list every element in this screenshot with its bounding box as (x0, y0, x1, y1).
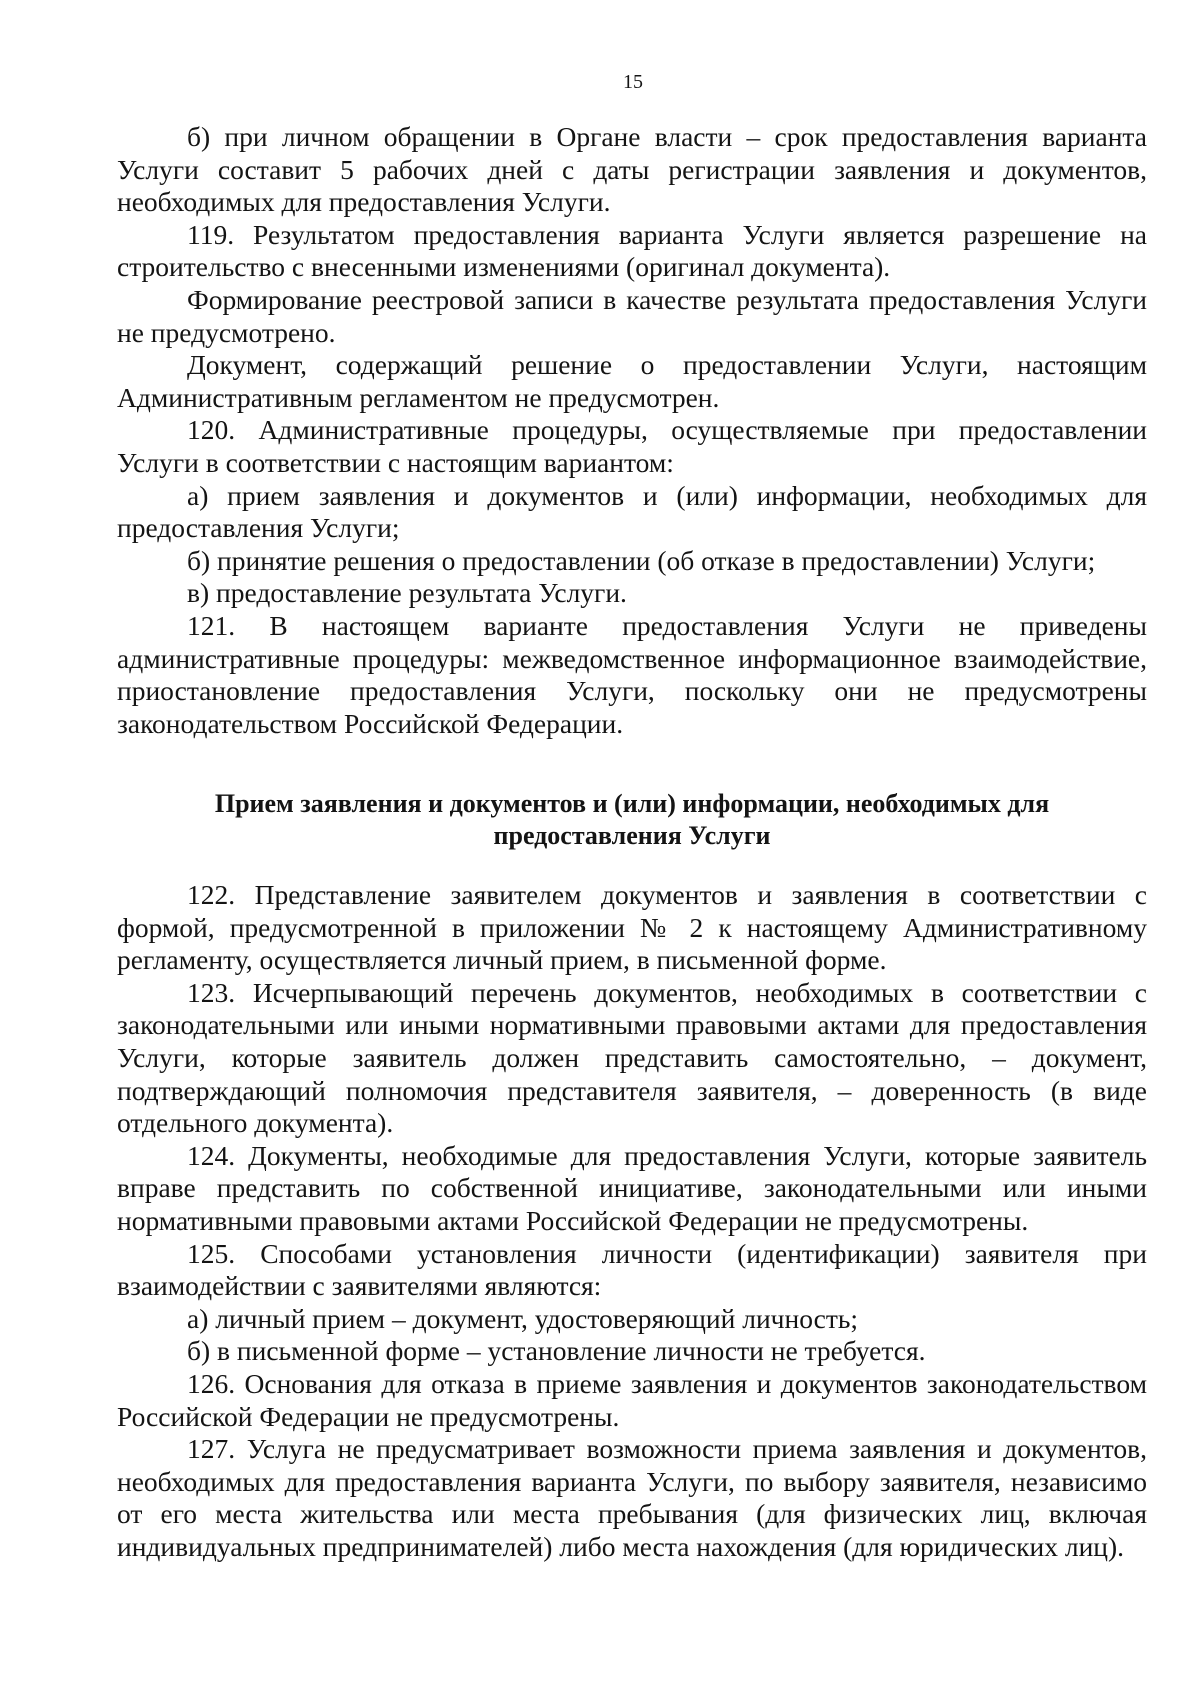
paragraph-122: 122. Представление заявителем документов и заявления в соответствии с формой, предусмотренной в приложении № 2 к настоящему Административному регламенту, осуществляется личный прием, в письменной форме. (117, 879, 1147, 976)
paragraph-125b: б) в письменной форме – установление личности не требуется. (187, 1335, 926, 1367)
bottom-text-block (117, 879, 1147, 1563)
paragraph-124: 124. Документы, необходимые для предоставления Услуги, которые заявитель вправе представить по собственной инициативе, законодательными или иными нормативными правовыми актами Российской Федерации не предусмотрены. (117, 1139, 1147, 1236)
paragraph-127: 127. Услуга не предусматривает возможности приема заявления и документов, необходимых для предоставления варианта Услуги, по выбору заявителя, независимо от его места жительства или места пребывания (для физических лиц, включая индивидуальных предпринимателей) либо места нахождения (для юридических лиц). (117, 1433, 1147, 1562)
paragraph-120: 120. Административные процедуры, осуществляемые при предоставлении Услуги в соответствии с настоящим вариантом: (117, 414, 1147, 478)
paragraph-121: 121. В настоящем варианте предоставления Услуги не приведены административные процедуры: межведомственное информационное взаимодействие, приостановление предоставления Услуги, поскольку они не предусмотрены законодательством Российской Федерации. (117, 609, 1147, 739)
paragraph-119: 119. Результатом предоставления варианта Услуги является разрешение на строительство с внесенными изменениями (оригинал документа). (117, 218, 1147, 283)
section-heading-line-1: Прием заявления и документов и (или) информации, необходимых для (214, 789, 1050, 818)
paragraph-125: 125. Способами установления личности (идентификации) заявителя при взаимодействии с заявителями являются: (117, 1237, 1147, 1302)
paragraph-125a: а) личный прием – документ, удостоверяющий личность; (187, 1302, 859, 1334)
paragraph-120b: б) принятие решения о предоставлении (об отказе в предоставлении) Услуги; (187, 544, 1096, 576)
section-heading-line-2: предоставления Услуги (493, 821, 771, 850)
top-text-block (117, 121, 1147, 740)
page-number: 15 (623, 71, 643, 93)
paragraph-123: 123. Исчерпывающий перечень документов, необходимых в соответствии с законодательными или иными нормативными правовыми актами для предоставления Услуги, которые заявитель должен представить самостоятельно, – документ, подтверждающий полномочия представителя заявителя, – доверенность (в виде отдельного документа). (117, 976, 1147, 1139)
paragraph-118b: б) при личном обращении в Органе власти – срок предоставления варианта Услуги составит 5 рабочих дней с даты регистрации заявления и документов, необходимых для предоставления Услуги. (117, 121, 1147, 218)
paragraph-119-registry: Формирование реестровой записи в качестве результата предоставления Услуги не предусмотрено. (117, 283, 1147, 348)
paragraph-126: 126. Основания для отказа в приеме заявления и документов законодательством Российской Федерации не предусмотрены. (117, 1367, 1147, 1432)
paragraph-120c: в) предоставление результата Услуги. (187, 577, 627, 609)
section-heading (117, 788, 1147, 852)
paragraph-119-document: Документ, содержащий решение о предоставлении Услуги, настоящим Административным регламентом не предусмотрен. (117, 349, 1147, 413)
paragraph-120a: а) прием заявления и документов и (или) информации, необходимых для предоставления Услуги; (117, 479, 1147, 544)
